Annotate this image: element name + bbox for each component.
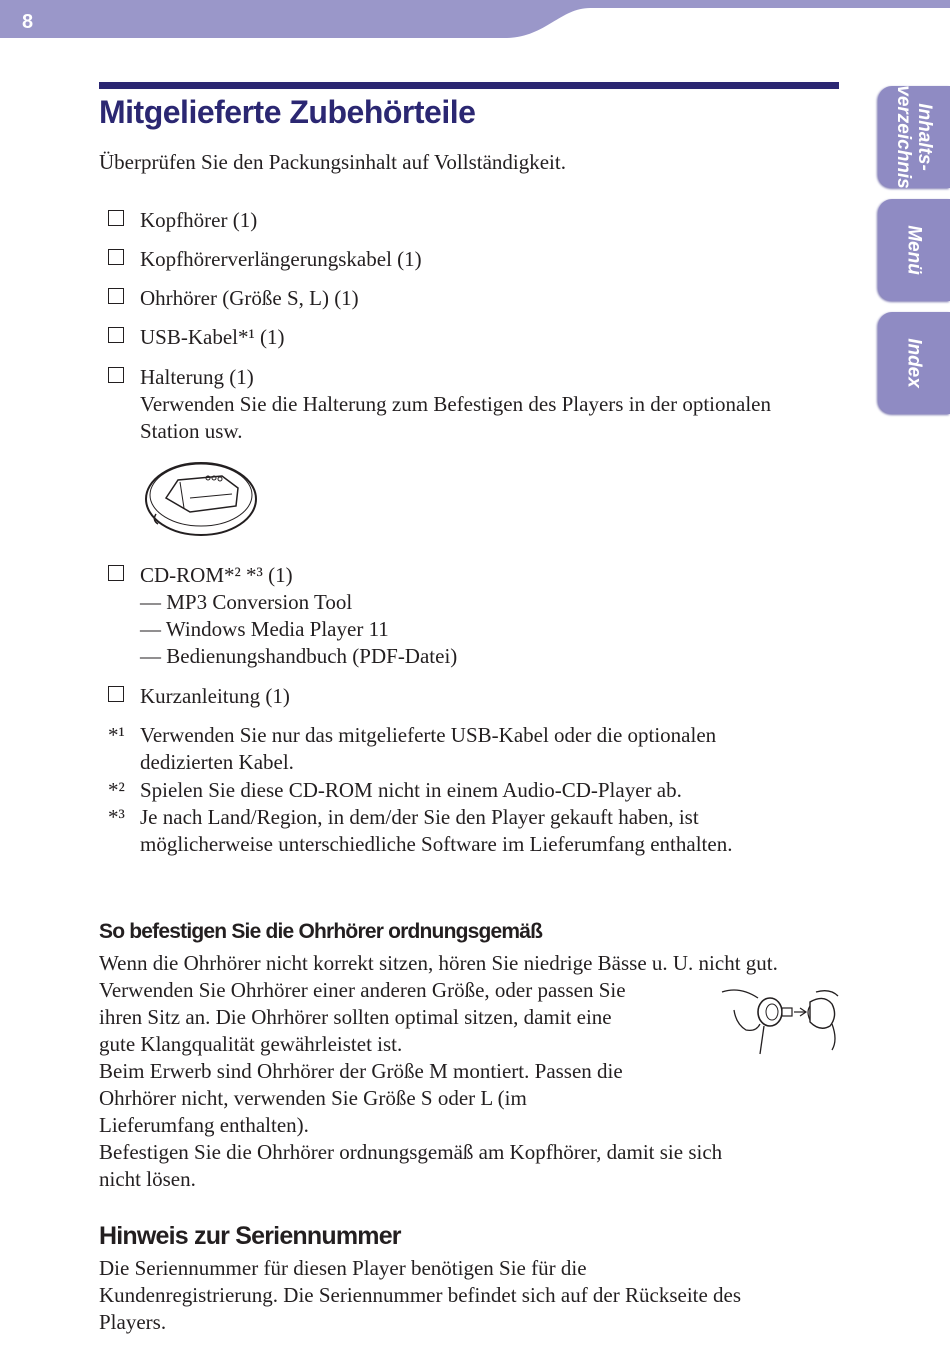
tab-menu[interactable] (878, 199, 950, 301)
tab-contents[interactable] (878, 86, 950, 188)
checkbox-icon (108, 288, 124, 304)
tab-index[interactable] (878, 312, 950, 414)
title-rule (99, 82, 839, 89)
checkbox-icon (108, 367, 124, 383)
tab-contents-label: Inhalts- verzeichnis (893, 85, 935, 189)
holder-illustration (140, 458, 262, 544)
checkbox-icon (108, 210, 124, 226)
earbud-illustration (720, 984, 840, 1056)
tab-menu-label: Menü (903, 225, 925, 275)
header-band (0, 0, 950, 40)
intro-text: Überprüfen Sie den Packungsinhalt auf Vollständigkeit. (99, 150, 566, 174)
tab-index-label: Index (903, 338, 925, 388)
page-number: 8 (22, 11, 34, 33)
checkbox-icon (108, 565, 124, 581)
earbuds-fit-heading: So befestigen Sie die Ohrhörer ordnungsgemäß (99, 920, 543, 943)
checkbox-icon (108, 686, 124, 702)
checkbox-icon (108, 249, 124, 265)
serial-number-heading: Hinweis zur Seriennummer (99, 1222, 401, 1250)
earbuds-fit-text: Wenn die Ohrhörer nicht korrekt sitzen, hören Sie niedrige Bässe u. U. nicht gut. Verwenden Sie Ohrhörer einer anderen Größe, oder passen Sie ihren Sitz an. Die Ohrhörer sollten optimal sitzen, damit eine gute Klangqualität gewährleistet ist. Beim Erwerb sind Ohrhörer der Größe M montiert. Passen die Ohrhörer nicht, verwenden Sie Größe S oder L (im Lieferumfang enthalten). Befestigen Sie die Ohrhörer ordnungsgemäß am Kopfhörer, damit sie sich nicht lösen. (99, 951, 778, 1191)
checkbox-icon (108, 327, 124, 343)
serial-number-text: Die Seriennummer für diesen Player benötigen Sie für die Kundenregistrierung. Die Seriennummer befindet sich auf der Rückseite des Players. (99, 1256, 742, 1334)
page-title: Mitgelieferte Zubehörteile (99, 94, 476, 130)
